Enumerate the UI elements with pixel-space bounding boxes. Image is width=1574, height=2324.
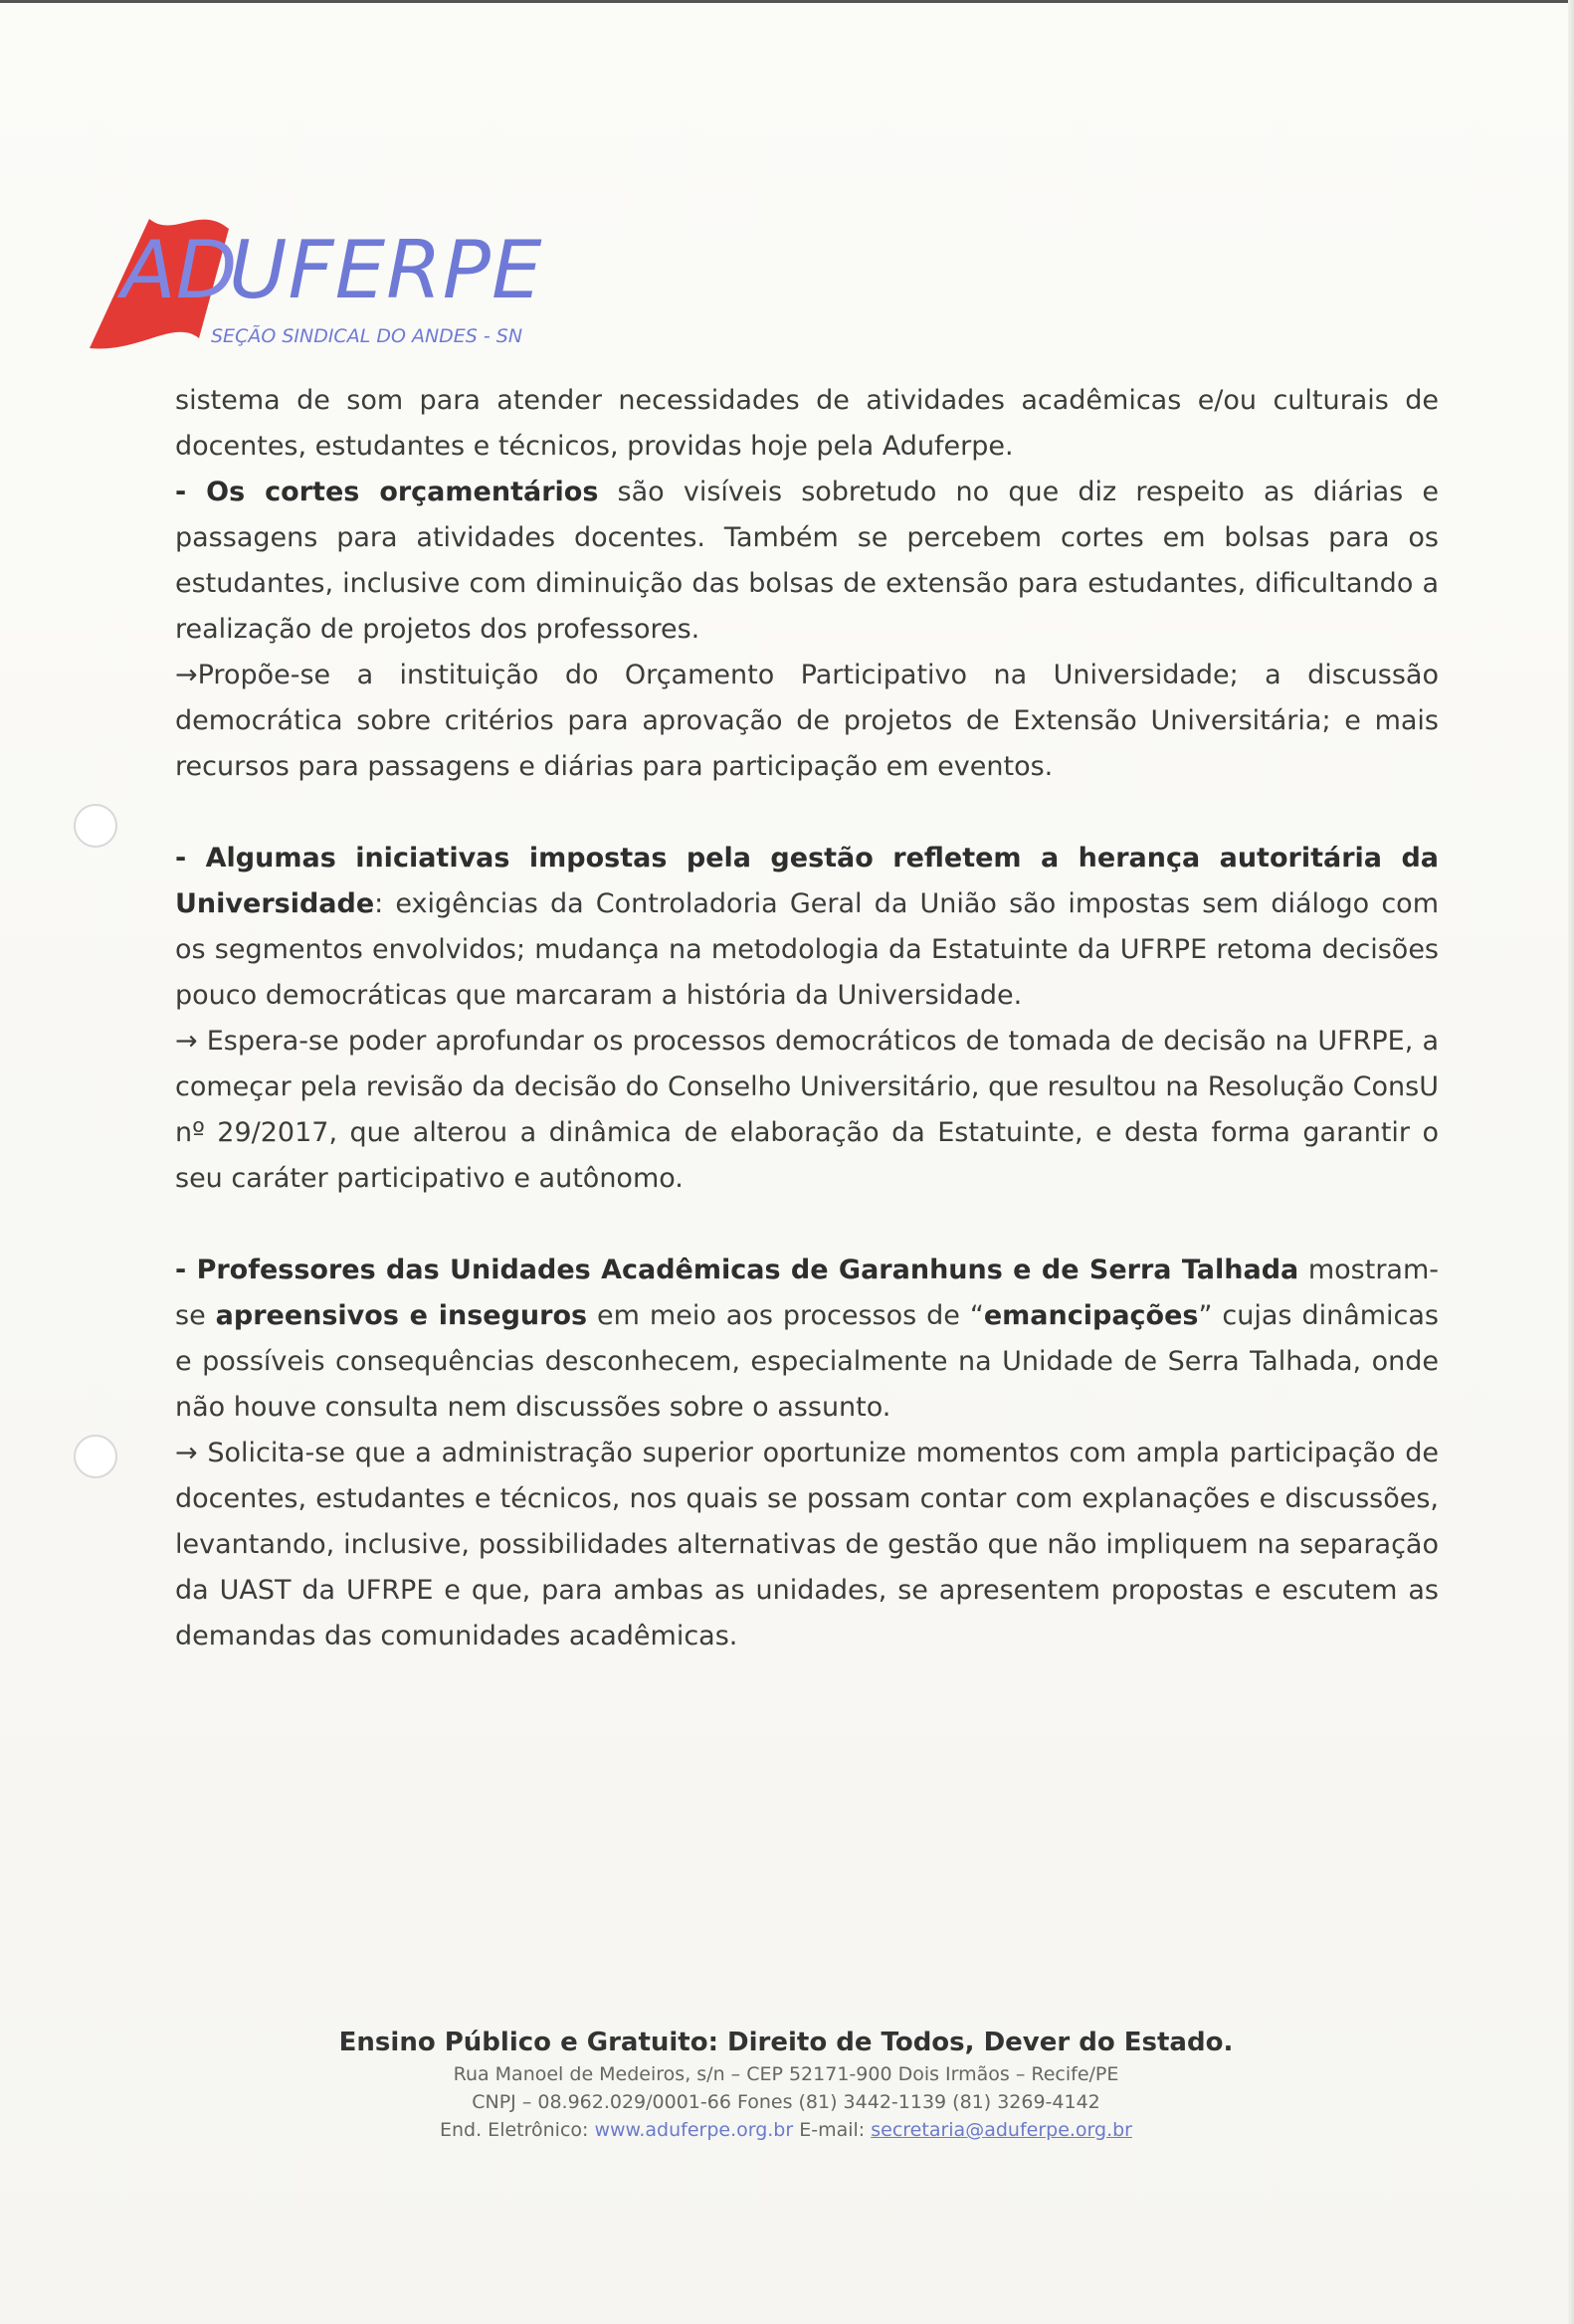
- footer: [338, 2025, 1234, 2144]
- authoritarian-text: : exigências da Controladoria Geral da União são impostas sem diálogo com os segmentos envolvidos; mudança na metodologia da Estatuinte da UFRPE retoma decisões pouco democráticas que marcaram a história da Universidade.: [175, 888, 1439, 1011]
- paragraph-request: → Solicita-se que a administração superior oportunize momentos com ampla participação de docentes, estudantes e técnicos, nos quais se possam contar com explanações e discussões, levantando, inclusive, possibilidades alternativas de gestão que não impliquem na separação da UAST da UFRPE e que, para ambas as unidades, se apresentem propostas e escutem as demandas das comunidades acadêmicas.: [175, 1438, 1439, 1651]
- footer-address: Rua Manoel de Medeiros, s/n – CEP 52171-900 Dois Irmãos – Recife/PE: [453, 2063, 1119, 2085]
- document-body: [175, 378, 1439, 1659]
- professors-bold-2: apreensivos e inseguros: [215, 1300, 588, 1331]
- authoritarian-heading: - Algumas iniciativas impostas pela gestão refletem a herança autoritária da Universidade: [175, 843, 1439, 919]
- professors-text-1: mostram-se: [175, 1255, 1440, 1331]
- logo-name: UFERPE: [229, 224, 543, 316]
- paragraph-sound-system: sistema de som para atender necessidades de atividades acadêmicas e/ou culturais de docentes, estudantes e técnicos, providas hoje pela Aduferpe.: [175, 385, 1439, 462]
- top-scan-edge: [0, 0, 1574, 3]
- footer-slogan: Ensino Público e Gratuito: Direito de Todos, Dever do Estado.: [338, 2028, 1234, 2057]
- paragraph-budget-cuts: [175, 470, 1439, 653]
- footer-contact: [338, 2116, 1234, 2144]
- budget-cuts-heading: - Os cortes orçamentários: [175, 477, 599, 507]
- professors-bold-3: emancipações: [983, 1300, 1199, 1331]
- footer-cnpj: CNPJ – 08.962.029/0001-66 Fones (81) 3442-1139 (81) 3269-4142: [472, 2091, 1100, 2113]
- right-scan-edge: [1568, 0, 1574, 2324]
- web-label: End. Eletrônico:: [440, 2119, 595, 2141]
- website-link[interactable]: www.aduferpe.org.br: [594, 2119, 794, 2141]
- logo-subtitle: SEÇÃO SINDICAL DO ANDES - SN: [211, 325, 523, 347]
- professors-text-3: ” cujas dinâmicas e possíveis consequências desconhecem, especialmente na Unidade de Serra Talhada, onde não houve consulta nem discussões sobre o assunto.: [175, 1300, 1439, 1423]
- aduferpe-logo: [80, 199, 597, 358]
- professors-text-2: em meio aos processos de “: [587, 1300, 984, 1331]
- logo-ad-text: AD: [121, 224, 238, 316]
- paragraph-professors: [175, 1248, 1439, 1431]
- email-label: E-mail:: [793, 2119, 872, 2141]
- punch-hole: [74, 1435, 117, 1478]
- paragraph-authoritarian: [175, 836, 1439, 1019]
- paragraph-participatory-budget: →Propõe-se a instituição do Orçamento Participativo na Universidade; a discussão democrática sobre critérios para aprovação de projetos de Extensão Universitária; e mais recursos para passagens e diárias para participação em eventos.: [175, 660, 1439, 782]
- budget-cuts-text: são visíveis sobretudo no que diz respeito as diárias e passagens para atividades docentes. Também se percebem cortes em bolsas para os estudantes, inclusive com diminuição das bolsas de extensão para estudantes, dificultando a realização de projetos dos professores.: [175, 477, 1439, 645]
- professors-heading: - Professores das Unidades Acadêmicas de Garanhuns e de Serra Talhada: [175, 1255, 1299, 1285]
- email-link[interactable]: secretaria@aduferpe.org.br: [871, 2119, 1132, 2141]
- paragraph-democratic-processes: → Espera-se poder aprofundar os processos democráticos de tomada de decisão na UFRPE, a começar pela revisão da decisão do Conselho Universitário, que resultou na Resolução ConsU nº 29/2017, que alterou a dinâmica de elaboração da Estatuinte, e desta forma garantir o seu caráter participativo e autônomo.: [175, 1026, 1439, 1194]
- punch-hole: [74, 804, 117, 848]
